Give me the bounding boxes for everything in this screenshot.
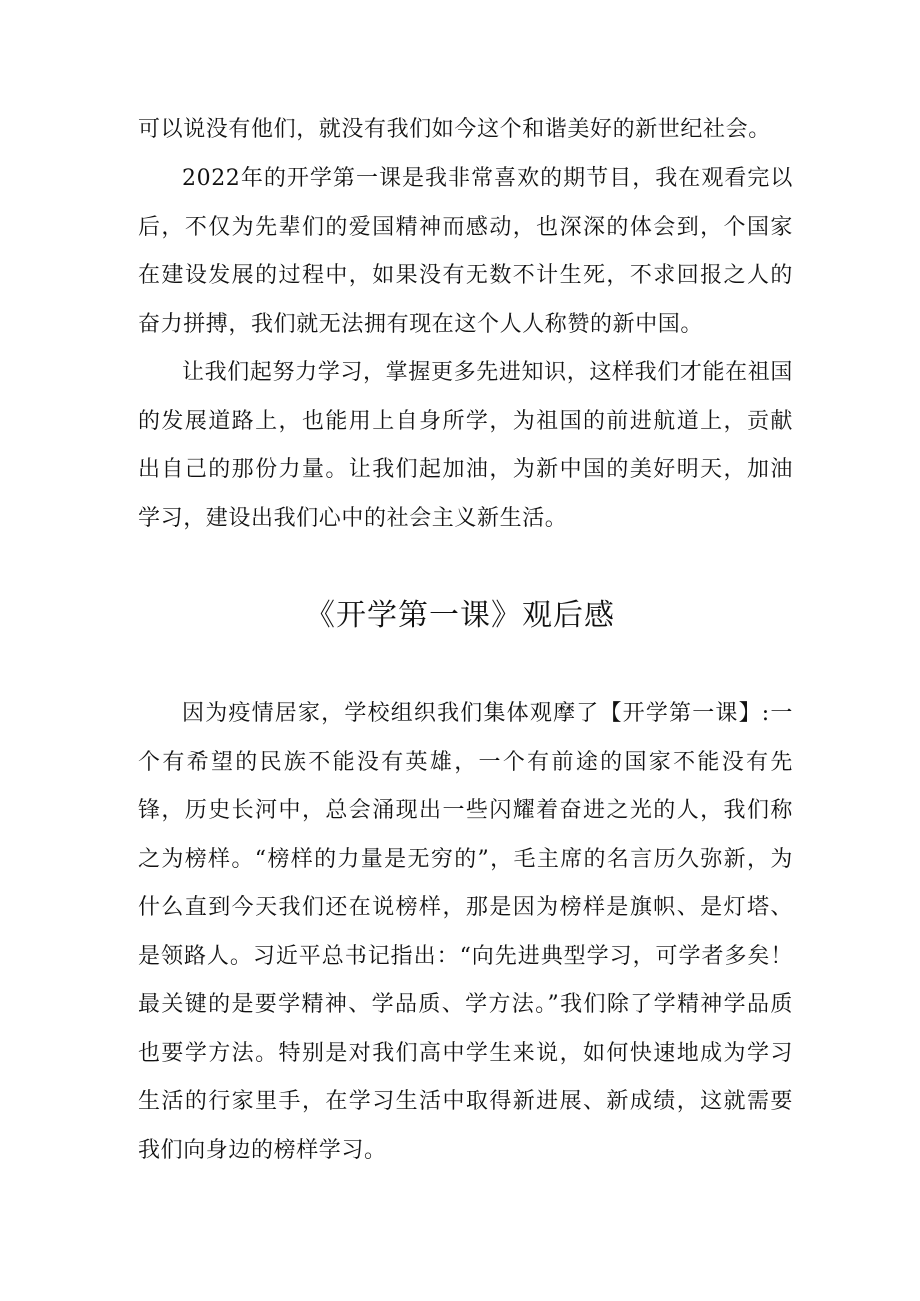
paragraph-essay-body: 因为疫情居家，学校组织我们集体观摩了【开学第一课】:一个有希望的民族不能没有英雄，一个有前途的国家不能没有先锋，历史长河中，总会涌现出一些闪耀着奋进之光的人，我们称之为榜样。“榜样的力量是无穷的”，毛主席的名言历久弥新，为什么直到今天我们还在说榜样，那是因为榜样是旗帜、是灯塔、是领路人。习近平总书记指出：“向先进典型学习，可学者多矣！最关键的是要学精神、学品质、学方法。”我们除了学精神学品质也要学方法。特别是对我们高中学生来说，如何快速地成为学习生活的行家里手，在学习生活中取得新进展、新成绩，这就需要我们向身边的榜样学习。 [138,701,793,1163]
essay-title: 《开学第一课》观后感 [305,598,615,633]
paragraph-continuation: 可以说没有他们，就没有我们如今这个和谐美好的新世纪社会。 [138,117,771,142]
paragraph-reflection: 2022年的开学第一课是我非常喜欢的期节目，我在观看完以后，不仅为先辈们的爱国精神而感动，也深深的体会到，个国家在建设发展的过程中，如果没有无数不计生死，不求回报之人的奋力拼搏，我们就无法拥有现在这个人人称赞的新中国。 [138,166,793,337]
paragraph-call-to-action: 让我们起努力学习，掌握更多先进知识，这样我们才能在祖国的发展道路上，也能用上自身所学，为祖国的前进航道上，贡献出自己的那份力量。让我们起加油，为新中国的美好明天，加油学习，建设出我们心中的社会主义新生活。 [138,360,793,531]
